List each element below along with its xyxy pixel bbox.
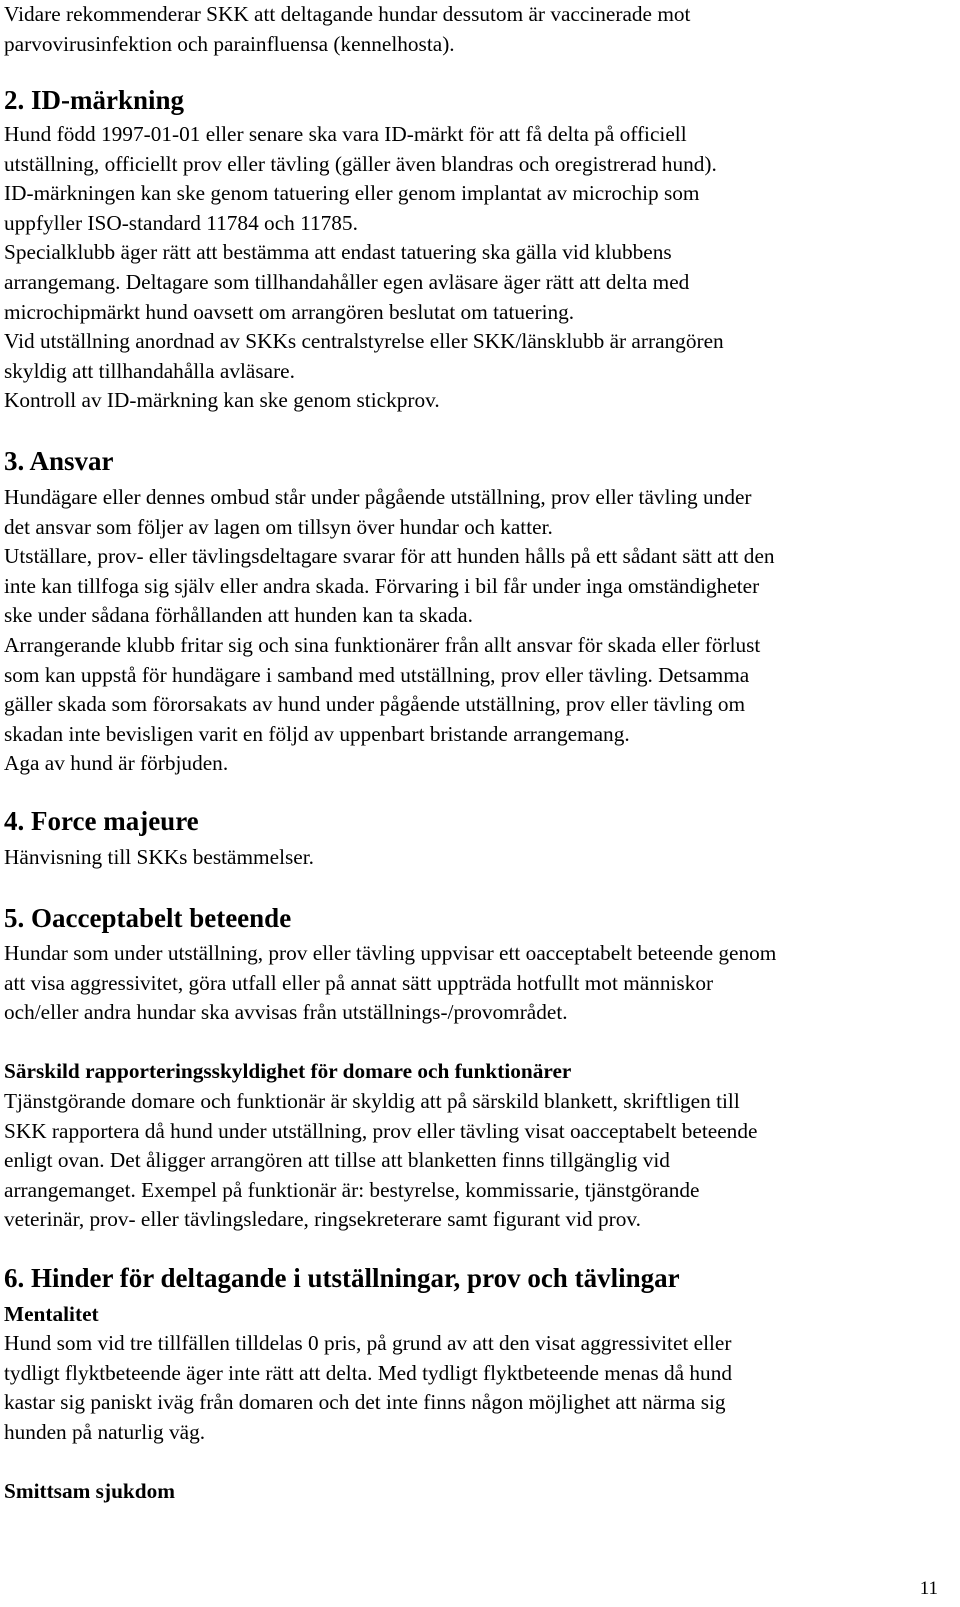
subheading-mentalitet: Mentalitet [4,1302,99,1326]
text-line: Specialklubb äger rätt att bestämma att endast tatuering ska gälla vid klubbens [4,240,672,265]
text-line: Hund född 1997-01-01 eller senare ska vara ID-märkt för att få delta på officiell [4,122,687,146]
text-line: Hundägare eller dennes ombud står under pågående utställning, prov eller tävling under [4,485,752,509]
text-line: utställning, officiellt prov eller tävling (gäller även blandras och oregistrerad hund). [4,151,717,176]
text-line: veterinär, prov- eller tävlingsledare, ringsekreterare samt figurant vid prov. [4,1207,642,1232]
text-line: kastar sig paniskt iväg från domaren och det inte finns någon möjlighet att närma sig [4,1390,726,1415]
section-force-majeure [4,843,944,873]
heading-id-marking: 2. ID-märkning [4,85,185,115]
text-line: Tjänstgörande domare och funktionär är skyldig att på särskild blankett, skriftligen till [4,1089,740,1113]
text-line: Vidare rekommenderar SKK att deltagande hundar dessutom är vaccinerade mot [4,2,691,26]
text-line: uppfyller ISO-standard 11784 och 11785. [4,210,358,235]
heading-force-majeure: 4. Force majeure [4,806,199,836]
text-line: Hundar som under utställning, prov eller tävling uppvisar ett oacceptabelt beteende genom [4,941,777,965]
text-line: arrangemang. Deltagare som tillhandahåller egen avläsare äger rätt att delta med [4,269,690,294]
section-ansvar [4,483,944,779]
page-number: 11 [919,1578,938,1599]
text-line: och/eller andra hundar ska avvisas från utställnings-/provområdet. [4,1000,568,1025]
text-line: Hund som vid tre tillfällen tilldelas 0 pris, på grund av att den visat aggressivitet eller [4,1331,732,1355]
text-line: ID-märkningen kan ske genom tatuering eller genom implantat av microchip som [4,181,700,206]
text-line: som kan uppstå för hundägare i samband med utställning, prov eller tävling. Detsamma [4,662,750,687]
text-line: Utställare, prov- eller tävlingsdeltagare svarar för att hunden hålls på ett sådant sätt att den [4,544,775,569]
section-rapportering [4,1087,944,1235]
text-line: hunden på naturlig väg. [4,1419,206,1444]
text-line: inte kan tillfoga sig själv eller andra skada. Förvaring i bil får under inga omständigheter [4,573,760,598]
text-line: skyldig att tillhandahålla avläsare. [4,358,295,383]
heading-ansvar: 3. Ansvar [4,446,114,476]
section-id-marking [4,120,944,416]
section-mentalitet [4,1329,944,1447]
text-line: gäller skada som förorsakats av hund under pågående utställning, prov eller tävling om [4,692,746,717]
heading-rapportering: Särskild rapporteringsskyldighet för domare och funktionärer [4,1059,572,1083]
text-line: att visa aggressivitet, göra utfall eller på annat sätt uppträda hotfullt mot människor [4,970,714,995]
heading-hinder: 6. Hinder för deltagande i utställningar, prov och tävlingar [4,1263,680,1293]
text-line: Aga av hund är förbjuden. [4,751,229,776]
text-line: SKK rapportera då hund under utställning, prov eller tävling visat oacceptabelt beteende [4,1118,758,1143]
text-line: arrangemanget. Exempel på funktionär är: bestyrelse, kommissarie, tjänstgörande [4,1177,700,1202]
heading-oacceptabelt: 5. Oacceptabelt beteende [4,903,292,933]
text-line: Hänvisning till SKKs bestämmelser. [4,845,314,869]
subheading-smittsam-sjukdom: Smittsam sjukdom [4,1479,175,1503]
text-line: enligt ovan. Det åligger arrangören att tillse att blanketten finns tillgänglig vid [4,1148,670,1173]
text-line: ske under sådana förhållanden att hunden kan ta skada. [4,603,473,628]
text-line: Kontroll av ID-märkning kan ske genom stickprov. [4,388,440,413]
section-oacceptabelt [4,939,944,1028]
text-line: skadan inte bevisligen varit en följd av uppenbart bristande arrangemang. [4,721,630,746]
intro-paragraph [4,0,944,59]
text-line: Vid utställning anordnad av SKKs centralstyrelse eller SKK/länsklubb är arrangören [4,329,724,354]
text-line: tydligt flyktbeteende äger inte rätt att delta. Med tydligt flyktbeteende menas då hund [4,1360,733,1385]
text-line: Arrangerande klubb fritar sig och sina funktionärer från allt ansvar för skada eller förlust [4,632,761,657]
text-line: parvovirusinfektion och parainfluensa (kennelhosta). [4,31,455,56]
text-line: microchipmärkt hund oavsett om arrangören beslutat om tatuering. [4,299,575,324]
text-line: det ansvar som följer av lagen om tillsyn över hundar och katter. [4,514,553,539]
